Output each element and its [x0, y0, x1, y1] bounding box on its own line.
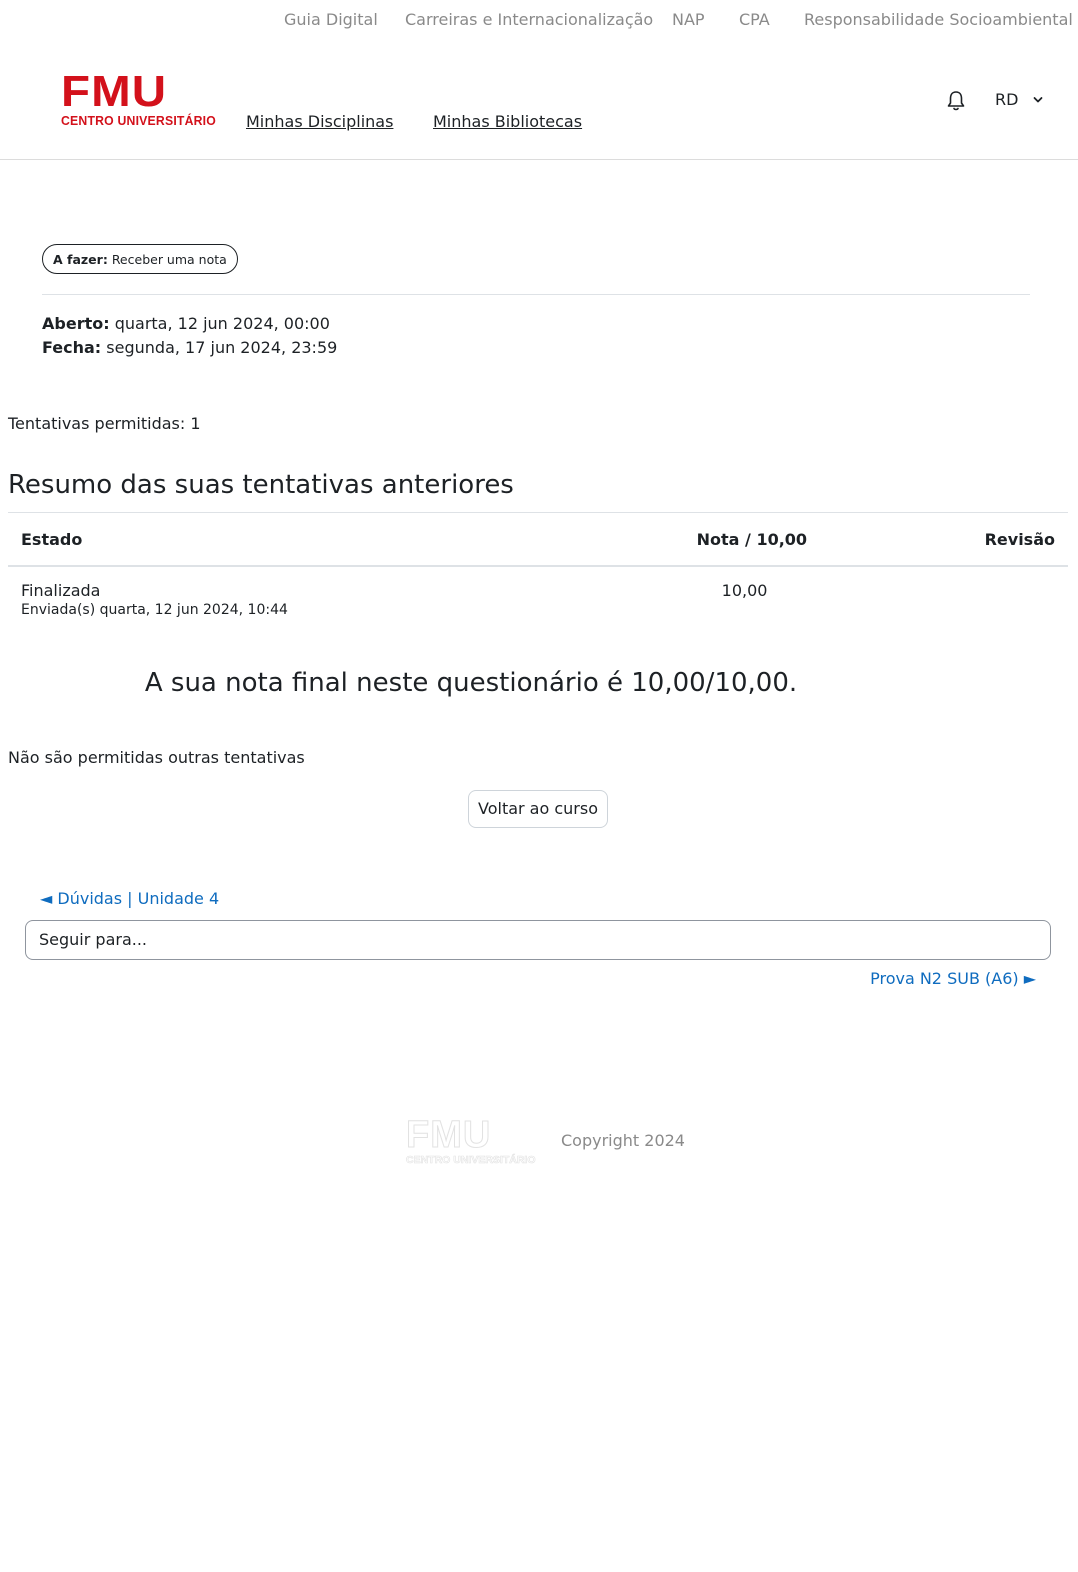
chevron-down-icon[interactable] [1031, 93, 1045, 107]
attempt-submitted: Enviada(s) quarta, 12 jun 2024, 10:44 [21, 602, 288, 618]
header-state: Estado [8, 513, 654, 567]
cell-review [915, 566, 1068, 630]
opened-value: quarta, 12 jun 2024, 00:00 [114, 314, 330, 333]
footer-logo-subtitle: CENTRO UNIVERSITÁRIO [406, 1154, 536, 1166]
attempt-state: Finalizada [21, 581, 101, 600]
final-grade: A sua nota final neste questionário é 10,00/10,00. [144, 668, 798, 698]
logo-subtitle: CENTRO UNIVERSITÁRIO [61, 114, 217, 128]
divider [42, 294, 1030, 295]
top-link-responsabilidade[interactable]: Responsabilidade Socioambiental [804, 10, 1073, 29]
site-header [0, 48, 1078, 160]
logo-wordmark: FMU [61, 67, 168, 116]
prev-activity-link[interactable]: ◄ Dúvidas | Unidade 4 [40, 889, 220, 908]
due-value: segunda, 17 jun 2024, 23:59 [106, 338, 338, 357]
top-link-nap[interactable]: NAP [672, 10, 705, 29]
table-header-row [8, 513, 1068, 567]
cell-grade: 10,00 [721, 581, 768, 600]
cell-state [8, 566, 654, 630]
due-label: Fecha: [42, 338, 102, 357]
footer-logo [406, 1114, 536, 1168]
todo-badge [42, 244, 238, 274]
summary-heading: Resumo das suas tentativas anteriores [8, 470, 514, 500]
attempts-allowed: Tentativas permitidas: 1 [8, 414, 201, 433]
back-to-course-button[interactable]: Voltar ao curso [468, 790, 608, 828]
table-row [8, 566, 1068, 630]
top-link-guia-digital[interactable]: Guia Digital [284, 10, 378, 29]
footer-logo-wordmark: FMU [406, 1114, 492, 1156]
next-activity-link[interactable]: Prova N2 SUB (A6) ► [870, 969, 1036, 988]
todo-label: A fazer: [53, 252, 108, 267]
bell-icon[interactable] [946, 90, 966, 112]
fmu-logo[interactable] [61, 67, 217, 132]
copyright-text: Copyright 2024 [561, 1131, 685, 1150]
header-grade: Nota / 10,00 [654, 513, 915, 567]
jump-to-select[interactable]: Seguir para... [25, 920, 1051, 960]
top-utility-nav [0, 10, 1078, 34]
attempts-summary-table [8, 512, 1068, 630]
top-link-cpa[interactable]: CPA [739, 10, 770, 29]
header-review: Revisão [915, 513, 1068, 567]
nav-my-courses[interactable]: Minhas Disciplinas [246, 112, 394, 131]
no-more-attempts: Não são permitidas outras tentativas [8, 748, 305, 767]
user-menu-initials[interactable]: RD [995, 90, 1019, 109]
top-link-carreiras[interactable]: Carreiras e Internacionalização [405, 10, 654, 29]
todo-value: Receber uma nota [111, 252, 227, 267]
due-date [42, 336, 337, 360]
opened-label: Aberto: [42, 314, 110, 333]
nav-my-libraries[interactable]: Minhas Bibliotecas [433, 112, 583, 131]
opened-date [42, 312, 330, 336]
